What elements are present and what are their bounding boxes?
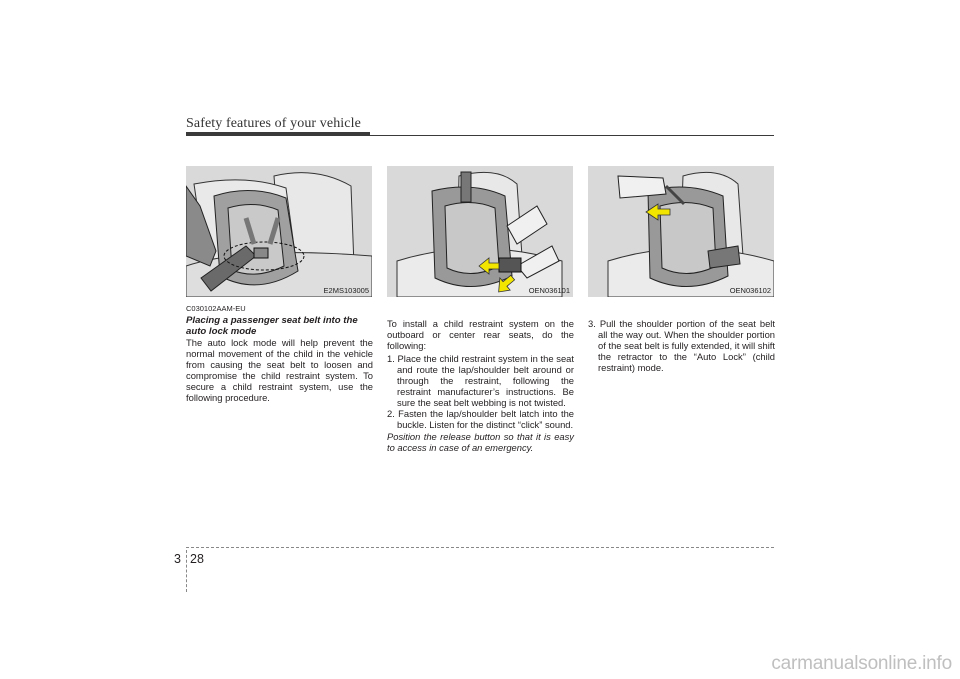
footer-divider [186, 550, 187, 592]
figure-pull-shoulder-belt [588, 166, 774, 297]
seat-illustration-1 [186, 166, 372, 297]
column-3 [588, 318, 775, 373]
page-number: 28 [190, 552, 204, 566]
steps-list [588, 318, 775, 373]
paragraph: To install a child restraint system on the outboard or center rear seats, do the following: [387, 318, 574, 351]
column-1 [186, 303, 373, 403]
figure-code: OEN036102 [729, 286, 771, 295]
footer-rule [186, 547, 774, 548]
section-subheading: Placing a passenger seat belt into the auto lock mode [186, 315, 358, 337]
section-number: 3 [174, 552, 181, 566]
paragraph: The auto lock mode will help prevent the normal movement of the child in the vehicle from causing the seat belt to loosen and compromise the child restraint system. To secure a child restraint system, use the following procedure. [186, 337, 373, 403]
header-rule [186, 135, 774, 136]
list-item: 3. Pull the shoulder portion of the seat belt all the way out. When the shoulder portion of the seat belt is fully extended, it will shift the retractor to the “Auto Lock” (child restraint) mode. [588, 318, 775, 373]
seat-illustration-3 [588, 166, 774, 297]
list-item: 1. Place the child restraint system in the seat and route the lap/shoulder belt around or through the restraint, following the restraint manufacturer’s instructions. Be sure the seat belt webbing is not twisted. [387, 353, 574, 408]
column-2 [387, 318, 574, 453]
figure-code: E2MS103005 [323, 286, 369, 295]
emergency-note: Position the release button so that it is easy to access in case of an emergency. [387, 431, 574, 453]
watermark-link[interactable]: carmanualsonline.info [771, 653, 952, 674]
figure-code: OEN036101 [528, 286, 570, 295]
figure-auto-lock-seat [186, 166, 372, 297]
page-header-title: Safety features of your vehicle [186, 116, 361, 131]
section-code: C030102AAM-EU [186, 304, 246, 313]
seat-illustration-2 [387, 166, 573, 297]
figure-fasten-buckle [387, 166, 573, 297]
list-item: 2. Fasten the lap/shoulder belt latch into the buckle. Listen for the distinct “click” sound. [387, 408, 574, 430]
steps-list [387, 353, 574, 430]
